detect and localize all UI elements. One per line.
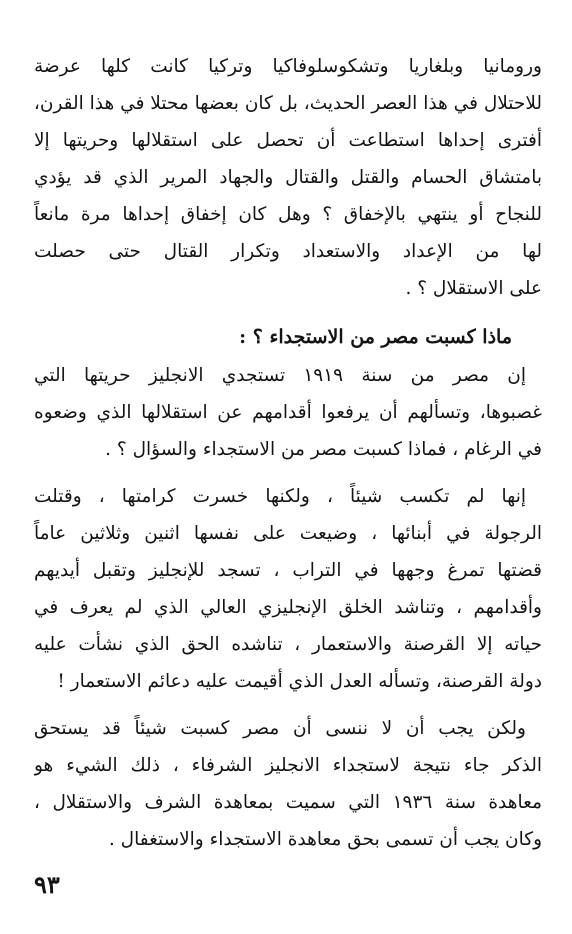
text-line: ورومانيا وبلغاريا وتشكوسلوفاكيا وتركيا كانت كلها عرضة: [34, 56, 542, 77]
text-line: قضتها تمرغ وجهها في التراب ، تسجد للإنجليز وتقبل أيديهم: [34, 560, 542, 581]
text-line: حياته إلا القرصنة والاستعمار ، تناشده الحق الذي نشأت عليه: [34, 634, 542, 655]
paragraph-2: [34, 357, 542, 468]
text-line: غصبوها، وتسألهم أن يرفعوا أقدامهم عن استقلالها الذي وضعوه: [34, 402, 542, 423]
text-line: لها من الإعداد والاستعداد وتكرار القتال حتى حصلت: [34, 241, 542, 262]
text-line: وكان يجب أن تسمى بحق معاهدة الاستجداء والاستغفال .: [108, 829, 542, 850]
text-line: على الاستقلال ؟ .: [405, 278, 542, 299]
paragraph-1: [34, 48, 542, 307]
section-heading: ماذا كسبت مصر من الاستجداء ؟ :: [239, 326, 512, 348]
text-line: أفترى إحداها استطاعت أن تحصل على استقلالها وحريتها إلا: [34, 130, 542, 151]
text-line: معاهدة سنة ١٩٣٦ التي سميت بمعاهدة الشرف والاستقلال ،: [34, 792, 542, 813]
text-line: الرجولة في أبنائها ، وضيعت على نفسها اثنين وثلاثين عاماً: [34, 523, 542, 544]
text-line: إنها لم تكسب شيئاً ، ولكنها خسرت كرامتها ، وقتلت: [34, 486, 526, 507]
text-line: في الرغام ، فماذا كسبت مصر من الاستجداء والسؤال ؟ .: [105, 439, 542, 460]
text-line: الذكر جاء نتيجة لاستجداء الانجليز الشرفاء ، ذلك الشيء هو: [34, 755, 542, 776]
paragraph-4: [34, 710, 542, 858]
text-line: بامتشاق الحسام والقتل والقتال والجهاد المرير الذي قد يؤدي: [34, 167, 542, 188]
paragraph-3: [34, 478, 542, 700]
text-line: إن مصر من سنة ١٩١٩ تستجدي الانجليز حريتها التي: [34, 365, 526, 386]
text-line: للاحتلال في هذا العصر الحديث، بل كان بعضها محتلا في هذا القرن،: [34, 93, 542, 114]
text-line: وأقدامهم ، وتناشد الخلق الإنجليزي العالي الذي لم يعرف في: [34, 597, 542, 618]
text-line: دولة القرصنة، وتسأله العدل الذي أقيمت عليه دعائم الاستعمار !: [57, 671, 542, 692]
page-number: ٩٣: [34, 870, 60, 899]
text-line: ولكن يجب أن لا ننسى أن مصر كسبت شيئاً قد يستحق: [34, 718, 526, 739]
text-line: للنجاح أو ينتهي بالإخفاق ؟ وهل كان إخفاق إحداها مرة مانعاً: [34, 204, 542, 225]
